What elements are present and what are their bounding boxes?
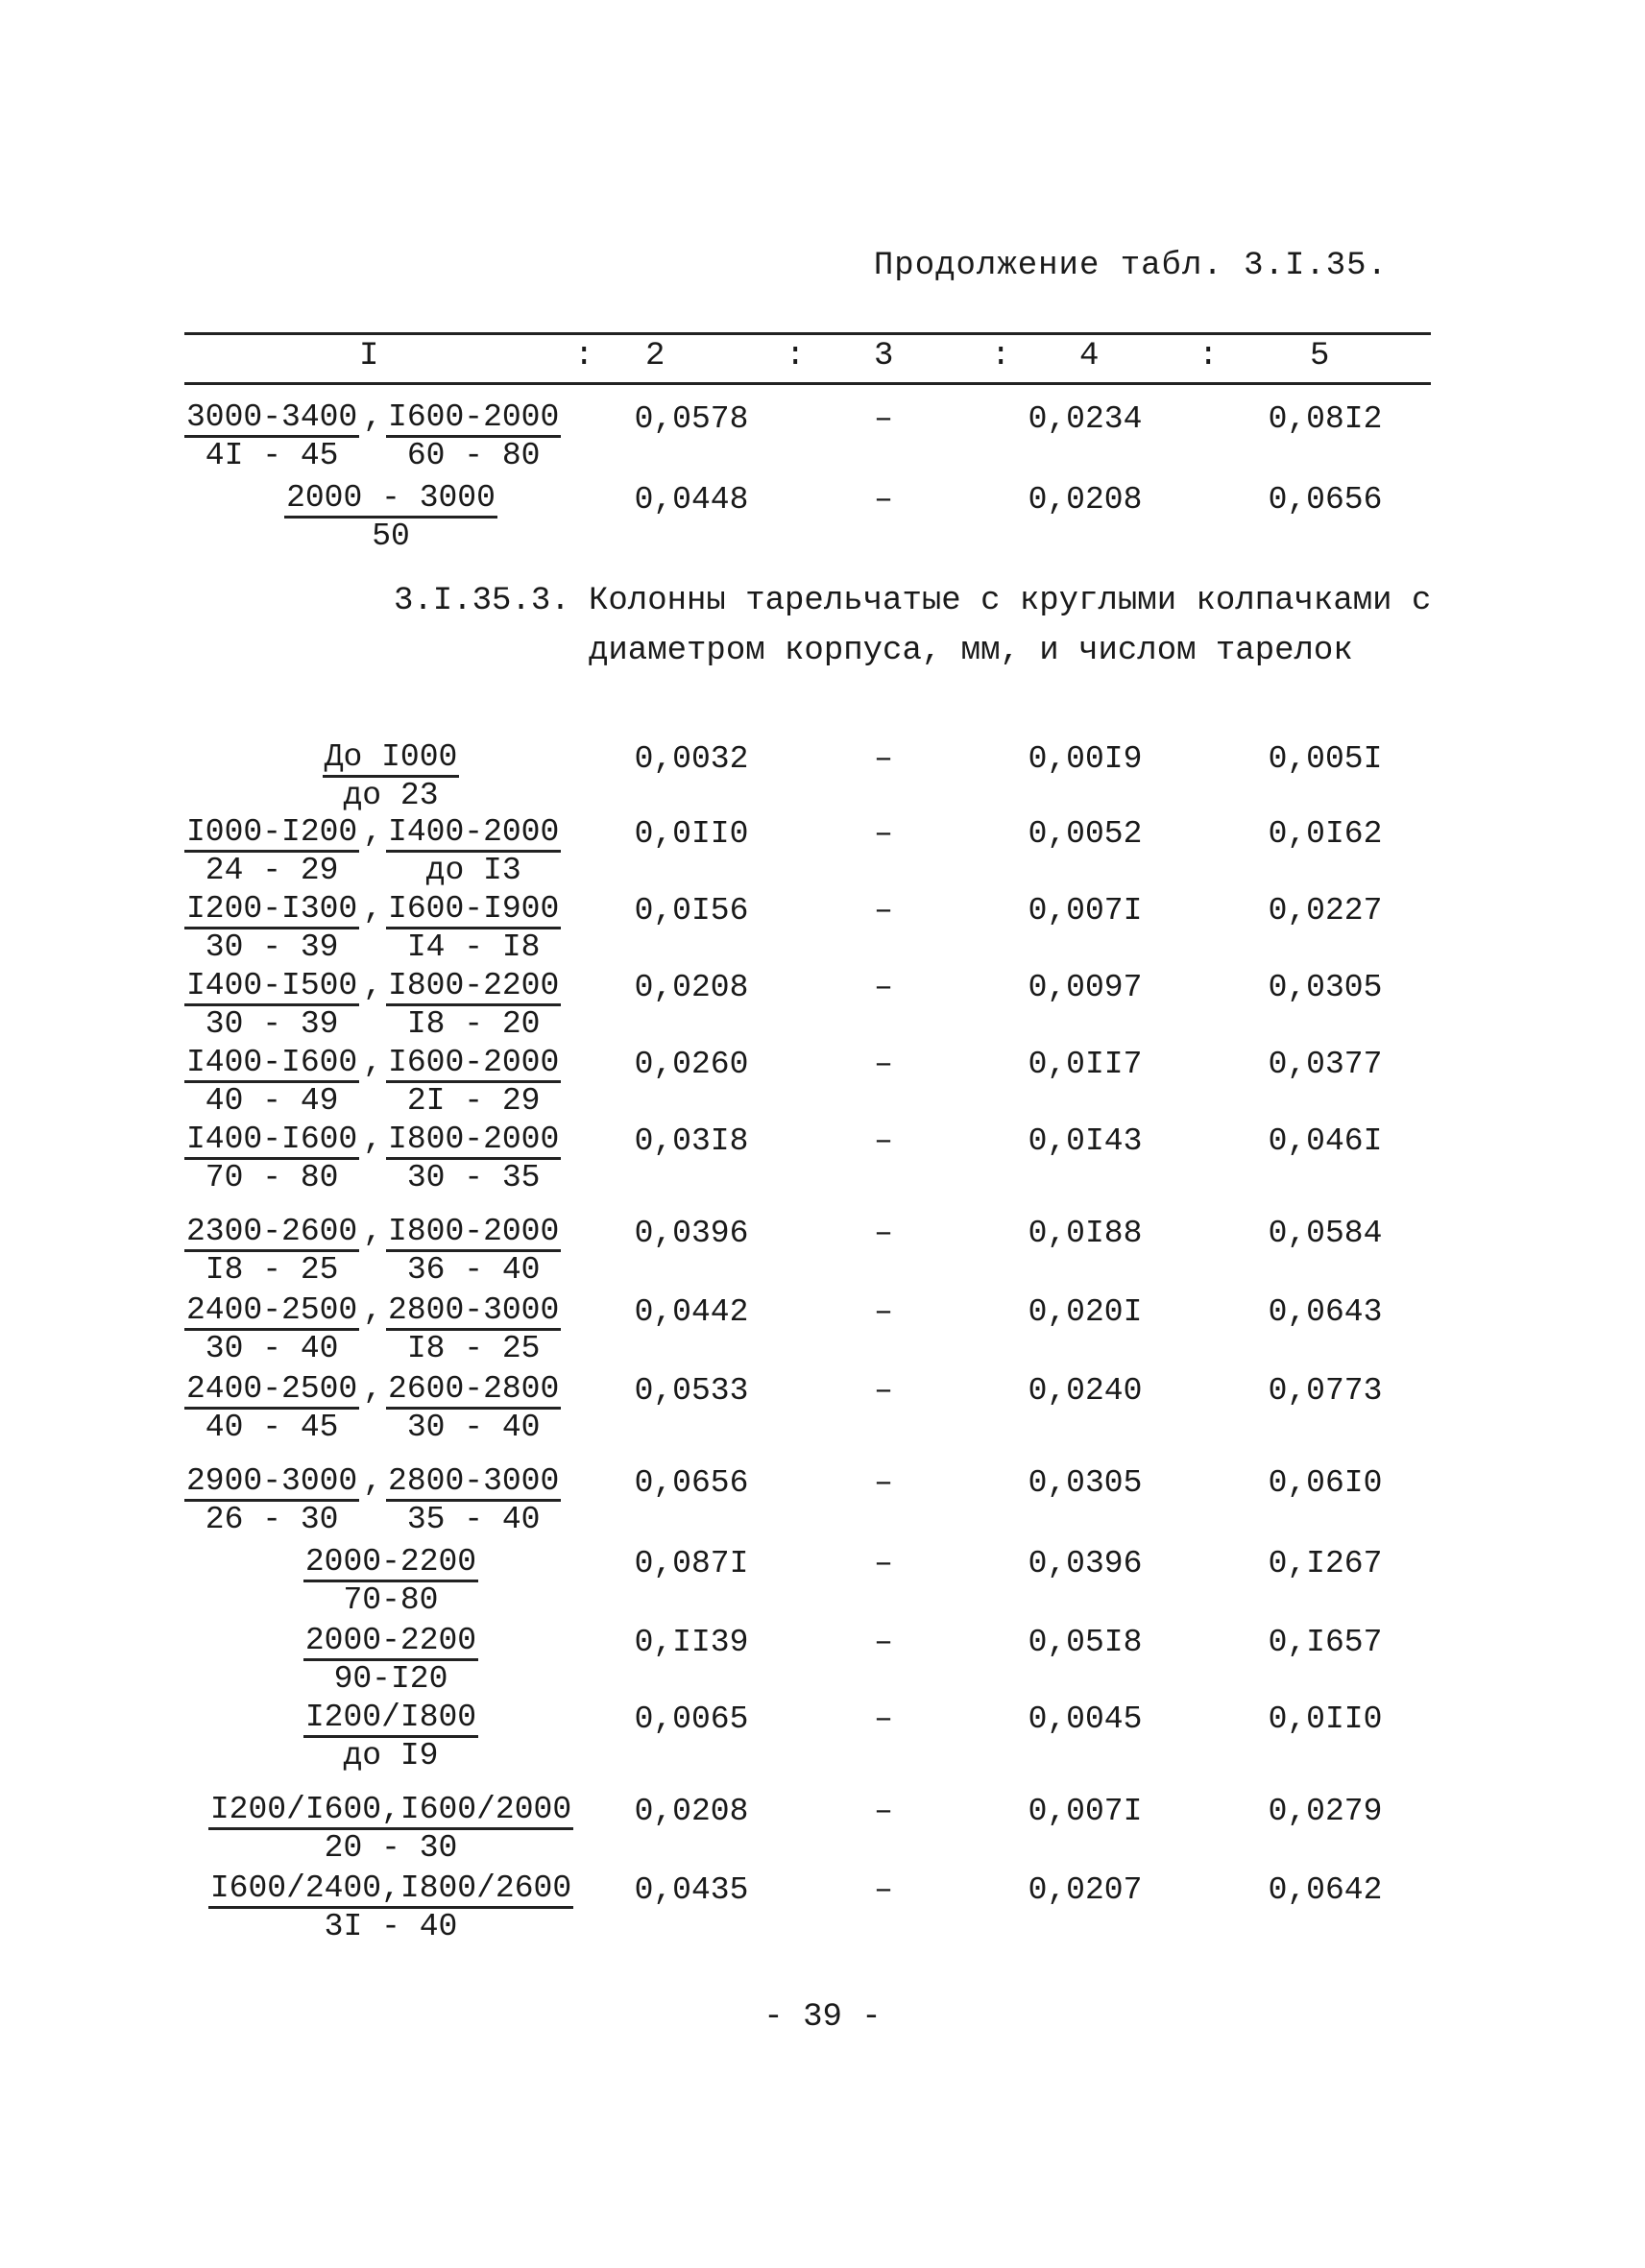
cell-col-3: – — [874, 1294, 893, 1330]
fraction — [208, 1794, 573, 1864]
cell-col-4: 0,0208 — [1028, 482, 1143, 518]
cell-col-3: – — [874, 893, 893, 929]
table-row — [0, 1373, 1645, 1448]
cell-col-3: – — [874, 1465, 893, 1501]
header-sep: : — [1198, 338, 1219, 374]
fraction-numerator: 3000-3400 — [184, 401, 359, 438]
cell-col-4: 0,0I88 — [1028, 1216, 1143, 1251]
fraction-numerator: I600-I900 — [386, 893, 561, 929]
fraction-denominator: 3I - 40 — [324, 1909, 458, 1944]
fraction — [184, 1216, 359, 1286]
fraction — [386, 401, 561, 471]
fraction — [184, 893, 359, 963]
fraction-denominator: 35 - 40 — [406, 1502, 541, 1537]
cell-col-5: 0,005I — [1268, 741, 1383, 777]
cell-col-5: 0,0642 — [1268, 1872, 1383, 1908]
cell-col-3: – — [874, 1123, 893, 1159]
fraction — [386, 1373, 561, 1443]
fraction-separator: , — [363, 1214, 383, 1249]
row-label — [184, 893, 597, 963]
table-row — [0, 401, 1645, 476]
cell-col-2: 0,0065 — [634, 1701, 749, 1737]
cell-col-5: 0,0656 — [1268, 482, 1383, 518]
cell-col-2: 0,0435 — [634, 1872, 749, 1908]
fraction-denominator: до I3 — [425, 853, 521, 888]
fraction — [303, 1701, 478, 1772]
fraction-numerator: I000-I200 — [184, 816, 359, 853]
cell-col-4: 0,007I — [1028, 1794, 1143, 1829]
cell-col-3: – — [874, 1373, 893, 1409]
fraction-numerator: I800-2000 — [386, 1123, 561, 1160]
fraction — [386, 893, 561, 963]
fraction — [386, 1216, 561, 1286]
header-col-1: I — [359, 338, 379, 374]
table-row — [0, 1465, 1645, 1540]
fraction-numerator: 2800-3000 — [386, 1465, 561, 1502]
cell-col-2: 0,II39 — [634, 1625, 749, 1660]
fraction-denominator: до 23 — [343, 778, 439, 813]
row-label — [184, 1373, 597, 1443]
fraction — [386, 1123, 561, 1194]
fraction-separator: , — [363, 1463, 383, 1499]
cell-col-2: 0,0032 — [634, 741, 749, 777]
fraction-numerator: 2300-2600 — [184, 1216, 359, 1252]
header-sep: : — [574, 338, 594, 374]
cell-col-5: 0,0305 — [1268, 970, 1383, 1005]
fraction-numerator: До I000 — [323, 741, 460, 778]
fraction — [303, 1625, 478, 1695]
cell-col-2: 0,087I — [634, 1546, 749, 1581]
fraction-numerator: I200/I600,I600/2000 — [208, 1794, 573, 1830]
row-label — [184, 401, 597, 471]
cell-col-4: 0,05I8 — [1028, 1625, 1143, 1660]
fraction-numerator: I800-2200 — [386, 970, 561, 1006]
cell-col-4: 0,020I — [1028, 1294, 1143, 1330]
header-sep: : — [991, 338, 1011, 374]
fraction-denominator: 4I - 45 — [205, 438, 339, 473]
fraction-separator: , — [363, 968, 383, 1003]
cell-col-4: 0,0234 — [1028, 401, 1143, 437]
fraction — [386, 1294, 561, 1364]
row-label — [184, 1047, 597, 1117]
cell-col-3: – — [874, 970, 893, 1005]
row-label — [184, 482, 597, 552]
cell-col-3: – — [874, 1216, 893, 1251]
cell-col-2: 0,0I56 — [634, 893, 749, 929]
cell-col-4: 0,0207 — [1028, 1872, 1143, 1908]
fraction-denominator: 70 - 80 — [205, 1160, 339, 1195]
fraction-denominator: 70-80 — [343, 1582, 439, 1618]
cell-col-5: 0,0377 — [1268, 1047, 1383, 1082]
cell-col-5: 0,0I62 — [1268, 816, 1383, 852]
cell-col-2: 0,0533 — [634, 1373, 749, 1409]
fraction-denominator: 50 — [372, 519, 410, 554]
fraction — [208, 1872, 573, 1942]
table-row — [0, 1794, 1645, 1869]
fraction-numerator: 2900-3000 — [184, 1465, 359, 1502]
fraction-numerator: I400-I500 — [184, 970, 359, 1006]
fraction-denominator: 36 - 40 — [406, 1252, 541, 1288]
fraction-numerator: 2400-2500 — [184, 1294, 359, 1331]
cell-col-4: 0,00I9 — [1028, 741, 1143, 777]
fraction — [184, 1465, 359, 1535]
header-col-2: 2 — [645, 338, 665, 374]
fraction — [323, 741, 460, 811]
fraction-denominator: I8 - 20 — [406, 1006, 541, 1042]
fraction — [184, 970, 359, 1040]
fraction-separator: , — [363, 1292, 383, 1328]
cell-col-2: 0,0396 — [634, 1216, 749, 1251]
cell-col-5: 0,I657 — [1268, 1625, 1383, 1660]
fraction-denominator: I8 - 25 — [205, 1252, 339, 1288]
cell-col-4: 0,0097 — [1028, 970, 1143, 1005]
fraction-numerator: 2400-2500 — [184, 1373, 359, 1410]
row-label — [184, 1216, 597, 1286]
header-bottom-rule — [184, 382, 1431, 385]
header-col-3: 3 — [874, 338, 894, 374]
cell-col-2: 0,0578 — [634, 401, 749, 437]
row-label — [184, 1625, 597, 1695]
table-header — [0, 338, 1645, 380]
cell-col-4: 0,0305 — [1028, 1465, 1143, 1501]
cell-col-2: 0,03I8 — [634, 1123, 749, 1159]
cell-col-4: 0,0II7 — [1028, 1047, 1143, 1082]
fraction-separator: , — [363, 1122, 383, 1157]
table-row — [0, 1625, 1645, 1700]
cell-col-4: 0,0240 — [1028, 1373, 1143, 1409]
cell-col-3: – — [874, 1794, 893, 1829]
row-label — [184, 1465, 597, 1535]
fraction — [184, 816, 359, 886]
fraction-separator: , — [363, 814, 383, 850]
header-col-5: 5 — [1310, 338, 1330, 374]
fraction-denominator: 24 - 29 — [205, 853, 339, 888]
fraction-denominator: 30 - 39 — [205, 1006, 339, 1042]
cell-col-2: 0,0208 — [634, 970, 749, 1005]
cell-col-3: – — [874, 482, 893, 518]
cell-col-3: – — [874, 1546, 893, 1581]
cell-col-4: 0,0396 — [1028, 1546, 1143, 1581]
fraction-numerator: I200/I800 — [303, 1701, 478, 1738]
row-label — [184, 1123, 597, 1194]
fraction-numerator: 2000-2200 — [303, 1546, 478, 1582]
fraction-denominator: 2I - 29 — [406, 1083, 541, 1119]
header-sep: : — [786, 338, 806, 374]
cell-col-5: 0,0227 — [1268, 893, 1383, 929]
fraction-denominator: I4 - I8 — [406, 929, 541, 965]
page-number: - 39 - — [763, 1999, 882, 2036]
fraction-denominator: 20 - 30 — [324, 1830, 458, 1866]
fraction-denominator: I8 - 25 — [406, 1331, 541, 1366]
table-row — [0, 1216, 1645, 1291]
cell-col-4: 0,007I — [1028, 893, 1143, 929]
fraction-denominator: 30 - 39 — [205, 929, 339, 965]
fraction — [184, 1294, 359, 1364]
fraction-numerator: 2600-2800 — [386, 1373, 561, 1410]
fraction — [284, 482, 497, 552]
fraction-denominator: 90-I20 — [333, 1661, 448, 1697]
cell-col-3: – — [874, 1625, 893, 1660]
section-title: Колонны тарельчатые с круглыми колпачками с диаметром корпуса, мм, и числом тарелок — [589, 583, 1432, 669]
cell-col-5: 0,0279 — [1268, 1794, 1383, 1829]
cell-col-3: – — [874, 1047, 893, 1082]
fraction-separator: , — [363, 399, 383, 435]
fraction-denominator: 30 - 40 — [205, 1331, 339, 1366]
table-row — [0, 1047, 1645, 1122]
row-label — [184, 1701, 597, 1772]
fraction-numerator: 2000-2200 — [303, 1625, 478, 1661]
table-row — [0, 893, 1645, 968]
row-label — [184, 1794, 597, 1864]
cell-col-4: 0,0I43 — [1028, 1123, 1143, 1159]
fraction — [184, 1047, 359, 1117]
cell-col-3: – — [874, 1872, 893, 1908]
table-row — [0, 1123, 1645, 1198]
section-number: 3.I.35.3. — [394, 583, 570, 619]
cell-col-2: 0,0II0 — [634, 816, 749, 852]
fraction-numerator: I600-2000 — [386, 401, 561, 438]
fraction-denominator: 30 - 40 — [406, 1410, 541, 1445]
fraction-separator: , — [363, 1371, 383, 1407]
fraction-separator: , — [363, 891, 383, 927]
fraction — [184, 401, 359, 471]
table-row — [0, 1294, 1645, 1369]
cell-col-5: 0,0773 — [1268, 1373, 1383, 1409]
table-row — [0, 1701, 1645, 1776]
cell-col-3: – — [874, 401, 893, 437]
fraction — [184, 1373, 359, 1443]
row-label — [184, 970, 597, 1040]
cell-col-5: 0,I267 — [1268, 1546, 1383, 1581]
fraction-numerator: 2000 - 3000 — [284, 482, 497, 519]
fraction-denominator: 40 - 49 — [205, 1083, 339, 1119]
fraction-denominator: до I9 — [343, 1738, 439, 1773]
fraction — [386, 1465, 561, 1535]
fraction-denominator: 30 - 35 — [406, 1160, 541, 1195]
header-top-rule — [184, 332, 1431, 335]
fraction-numerator: I800-2000 — [386, 1216, 561, 1252]
cell-col-5: 0,0II0 — [1268, 1701, 1383, 1737]
cell-col-2: 0,0208 — [634, 1794, 749, 1829]
row-label — [184, 741, 597, 811]
fraction — [386, 970, 561, 1040]
fraction-numerator: I600-2000 — [386, 1047, 561, 1083]
row-label — [184, 1872, 597, 1942]
table-continuation-caption: Продолжение табл. 3.I.35. — [873, 248, 1388, 284]
cell-col-4: 0,0052 — [1028, 816, 1143, 852]
cell-col-3: – — [874, 1701, 893, 1737]
row-label — [184, 816, 597, 886]
row-label — [184, 1546, 597, 1616]
fraction-numerator: I600/2400,I800/2600 — [208, 1872, 573, 1909]
cell-col-2: 0,0656 — [634, 1465, 749, 1501]
cell-col-2: 0,0448 — [634, 482, 749, 518]
cell-col-3: – — [874, 741, 893, 777]
fraction-separator: , — [363, 1045, 383, 1080]
fraction-numerator: I400-I600 — [184, 1047, 359, 1083]
cell-col-5: 0,0584 — [1268, 1216, 1383, 1251]
fraction — [386, 1047, 561, 1117]
cell-col-2: 0,0260 — [634, 1047, 749, 1082]
fraction-denominator: 40 - 45 — [205, 1410, 339, 1445]
cell-col-2: 0,0442 — [634, 1294, 749, 1330]
fraction-numerator: 2800-3000 — [386, 1294, 561, 1331]
fraction-denominator: 26 - 30 — [205, 1502, 339, 1537]
table-row — [0, 1546, 1645, 1621]
cell-col-3: – — [874, 816, 893, 852]
table-row — [0, 1872, 1645, 1947]
fraction-numerator: I400-I600 — [184, 1123, 359, 1160]
table-row — [0, 741, 1645, 816]
table-row — [0, 816, 1645, 891]
header-col-4: 4 — [1079, 338, 1100, 374]
fraction — [184, 1123, 359, 1194]
cell-col-4: 0,0045 — [1028, 1701, 1143, 1737]
fraction-numerator: I200-I300 — [184, 893, 359, 929]
table-row — [0, 970, 1645, 1045]
fraction — [303, 1546, 478, 1616]
cell-col-5: 0,06I0 — [1268, 1465, 1383, 1501]
table-row — [0, 482, 1645, 557]
cell-col-5: 0,0643 — [1268, 1294, 1383, 1330]
row-label — [184, 1294, 597, 1364]
fraction-numerator: I400-2000 — [386, 816, 561, 853]
cell-col-5: 0,046I — [1268, 1123, 1383, 1159]
cell-col-5: 0,08I2 — [1268, 401, 1383, 437]
fraction-denominator: 60 - 80 — [406, 438, 541, 473]
fraction — [386, 816, 561, 886]
